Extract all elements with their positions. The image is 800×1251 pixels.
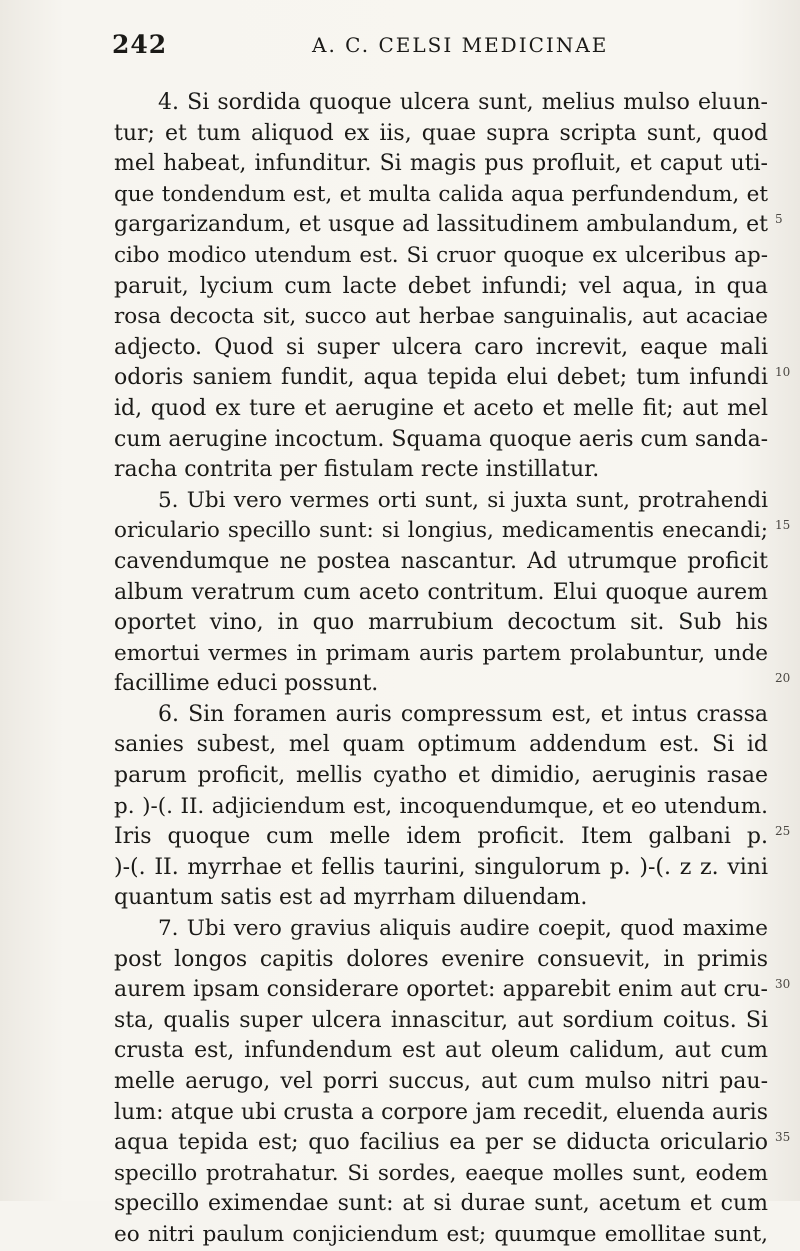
text-line: specillo protrahatur. Si sordes, eaeque molles sunt, eodem [114, 1160, 768, 1186]
text-line: melle aerugo, vel porri succus, aut cum mulso nitri pau- [114, 1069, 768, 1094]
text-line: que tondendum est, et multa calida aqua perfundendum, et [114, 181, 768, 207]
line-number-margin: 35 [775, 1130, 791, 1144]
text-line: post longos capitis dolores evenire consuevit, in primis [114, 946, 768, 972]
text-line: parum proficit, mellis cyatho et dimidio, aeruginis rasae [114, 763, 768, 789]
text-line: racha contrita per fistulam recte instillatur. [114, 457, 600, 483]
text-line: )-(. II. myrrhae et fellis taurini, singulorum p. )-(. z z. vini [114, 854, 768, 880]
text-line: gargarizandum, et usque ad lassitudinem ambulandum, et [114, 212, 768, 238]
page-header [112, 30, 772, 70]
text-line: lum: atque ubi crusta a corpore jam recedit, eluenda auris [114, 1099, 768, 1125]
text-line: rosa decocta sit, succo aut herbae sanguinalis, aut acaciae [114, 304, 768, 330]
text-line: mel habeat, infunditur. Si magis pus profluit, et caput uti- [114, 151, 768, 177]
line-number-margin: 25 [775, 824, 791, 838]
text-line: oriculario specillo sunt: si longius, medicamentis enecandi; [114, 518, 768, 544]
text-line: Iris quoque cum melle idem proficit. Item galbani p. [114, 824, 768, 850]
text-line: sanies subest, mel quam optimum addendum est. Si id [114, 732, 768, 758]
text-line: 4. Si sordida quoque ulcera sunt, melius mulso eluun- [158, 90, 768, 115]
text-line: adjecto. Quod si super ulcera caro increvit, eaque mali [114, 334, 768, 360]
text-line: cibo modico utendum est. Si cruor quoque ex ulceribus ap- [114, 242, 768, 268]
text-line: 7. Ubi vero gravius aliquis audire coepit, quod maxime [158, 916, 768, 942]
text-line: cavendumque ne postea nascantur. Ad utrumque proficit [114, 548, 768, 574]
text-line: 6. Sin foramen auris compressum est, et intus crassa [158, 701, 768, 727]
text-line: aurem ipsam considerare oportet: apparebit enim aut cru- [114, 977, 768, 1003]
line-number-margin: 30 [775, 977, 791, 991]
text-line: tur; et tum aliquod ex iis, quae supra scripta sunt, quod [114, 120, 768, 146]
text-line: p. )-(. II. adjiciendum est, incoquendumque, et eo utendum. [114, 793, 768, 819]
running-title: A. C. CELSI MEDICINAE [312, 33, 609, 57]
line-number-margin: 15 [775, 518, 791, 532]
line-number-margin: 10 [775, 365, 791, 379]
text-line: aqua tepida est; quo facilius ea per se diducta oriculario [114, 1130, 768, 1156]
text-line: sta, qualis super ulcera innascitur, aut sordium coitus. Si [114, 1007, 768, 1033]
line-number-margin: 20 [775, 671, 791, 685]
text-line: id, quod ex ture et aerugine et aceto et melle fit; aut mel [114, 395, 768, 421]
page-number: 242 [112, 30, 168, 59]
text-line: oportet vino, in quo marrubium decoctum sit. Sub his [114, 610, 768, 636]
text-line: paruit, lycium cum lacte debet infundi; vel aqua, in qua [114, 273, 768, 299]
text-line: cum aerugine incoctum. Squama quoque aeris cum sanda- [114, 426, 769, 452]
text-line: eo nitri paulum conjiciendum est; quumque emollitae sunt, [114, 1221, 768, 1247]
text-line: crusta est, infundendum est aut oleum calidum, aut cum [114, 1038, 768, 1064]
text-line: emortui vermes in primam auris partem prolabuntur, unde [114, 640, 768, 666]
text-line: odoris saniem fundit, aqua tepida elui debet; tum infundi [114, 365, 768, 391]
text-line: specillo eximendae sunt: at si durae sunt, acetum et cum [114, 1191, 768, 1217]
body-text [114, 88, 768, 1251]
text-line: facillime educi possunt. [114, 671, 379, 697]
text-line: 5. Ubi vero vermes orti sunt, si juxta sunt, protrahendi [158, 487, 768, 513]
text-line: quantum satis est ad myrrham diluendam. [114, 885, 588, 911]
line-number-margin: 5 [775, 212, 783, 226]
text-line: album veratrum cum aceto contritum. Elui quoque aurem [114, 579, 768, 605]
